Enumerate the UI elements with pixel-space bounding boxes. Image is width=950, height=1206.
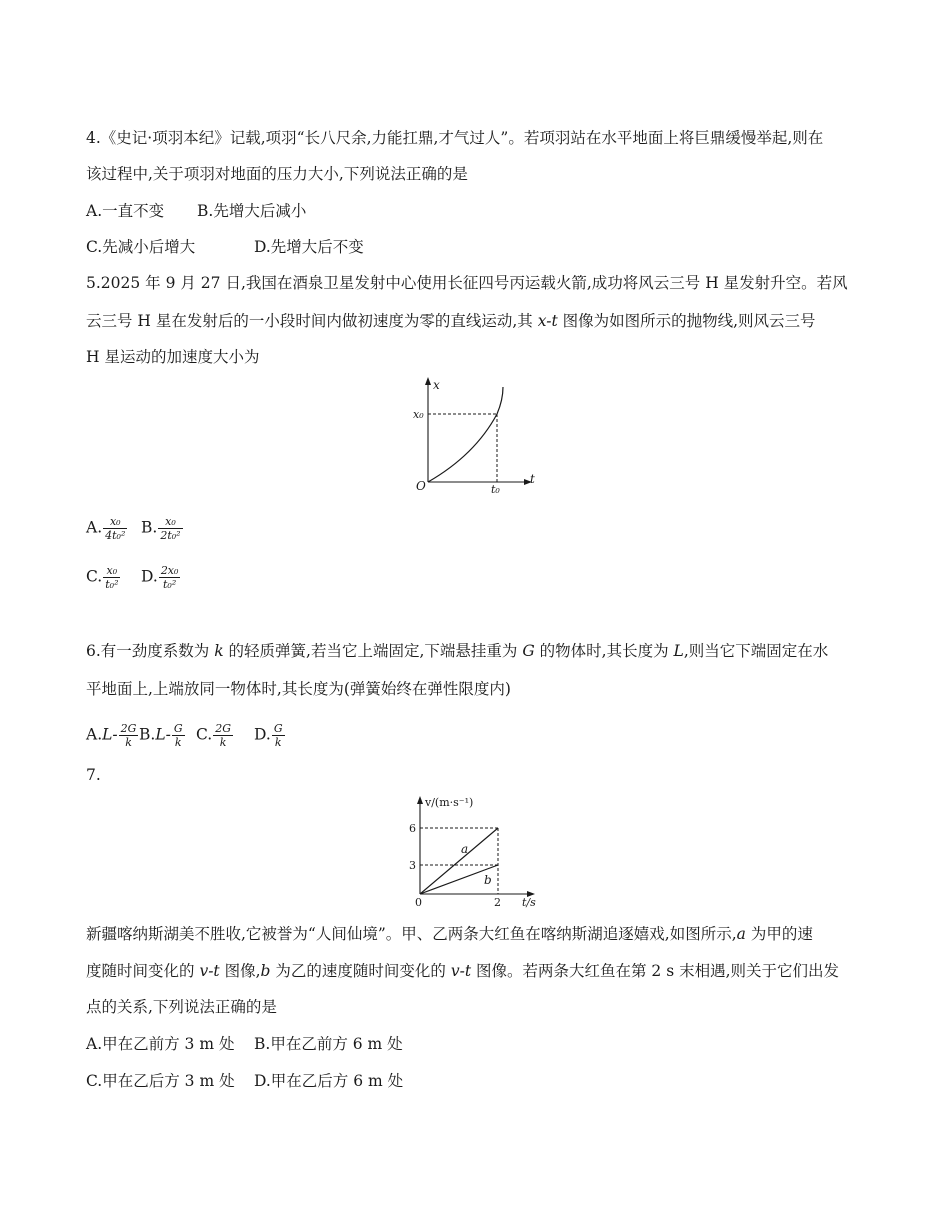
q7-option-a: A.甲在乙前方 3 m 处 <box>86 1035 235 1053</box>
q7-label-a: a <box>461 842 469 856</box>
q7-stem-line1: 新疆喀纳斯湖美不胜收,它被誉为“人间仙境”。甲、乙两条大红鱼在喀纳斯湖追逐嬉戏,如图所示,a 为甲的速 <box>86 925 813 943</box>
q7-label-b: b <box>484 873 492 887</box>
q7-option-c: C.甲在乙后方 3 m 处 <box>86 1072 235 1090</box>
q4-stem-line2: 该过程中,关于项羽对地面的压力大小,下列说法正确的是 <box>86 165 468 183</box>
q5-y-axis-label: x <box>433 378 440 392</box>
q4-option-b: B.先增大后减小 <box>197 202 307 220</box>
q7-stem-line2: 度随时间变化的 v-t 图像,b 为乙的速度随时间变化的 v-t 图像。若两条大红鱼在第 2 s 末相遇,则关于它们出发 <box>86 962 840 980</box>
q7-stem-line3: 点的关系,下列说法正确的是 <box>86 998 277 1016</box>
q7-y-tick-6: 6 <box>409 822 416 835</box>
q5-stem-line2: 云三号 H 星在发射后的一小段时间内做初速度为零的直线运动,其 x-t 图像为如图所示的抛物线,则风云三号 <box>86 312 816 330</box>
q6-option-d: D. $\frac{G}{k}$ <box>254 722 283 749</box>
q4-option-d: D.先增大后不变 <box>254 238 364 256</box>
q4-stem-line1: 4.《史记·项羽本纪》记载,项羽“长八尺余,力能扛鼎,才气过人”。若项羽站在水平地面上将巨鼎缓慢举起,则在 <box>86 129 824 147</box>
q6-stem-line2: 平地面上,上端放同一物体时,其长度为(弹簧始终在弹性限度内) <box>86 680 511 698</box>
q5-stem-line1: 5.2025 年 9 月 27 日,我国在酒泉卫星发射中心使用长征四号丙运载火箭,成功将风云三号 H 星发射升空。若风 <box>86 274 848 292</box>
q5-stem-line3: H 星运动的加速度大小为 <box>86 348 260 366</box>
q6-option-a: A.L- $\frac{2G}{k}$ <box>86 722 137 749</box>
q7-y-tick-3: 3 <box>409 859 416 872</box>
q7-vt-graph <box>398 792 548 910</box>
q5-x-mark: t₀ <box>491 483 500 496</box>
q7-option-b: B.甲在乙前方 6 m 处 <box>254 1035 403 1053</box>
q5-option-b: B. $\frac{\text{x₀}}{\text{2t₀²}}$ <box>141 515 181 542</box>
q7-x-tick-2: 2 <box>494 896 501 909</box>
q7-number: 7. <box>86 766 101 784</box>
q4-option-c: C.先减小后增大 <box>86 238 196 256</box>
q7-y-axis-label: v/(m·s⁻¹) <box>425 796 474 809</box>
q5-option-a: A. $\frac{\text{x₀}}{\text{4t₀²}}$ <box>86 515 126 542</box>
q6-stem-line1: 6.有一劲度系数为 k 的轻质弹簧,若当它上端固定,下端悬挂重为 G 的物体时,其长度为 L,则当它下端固定在水 <box>86 642 829 660</box>
q6-option-c: C. $\frac{2G}{k}$ <box>196 722 232 749</box>
q4-option-a: A.一直不变 <box>86 202 165 220</box>
q5-option-d: D. $\frac{\text{2x₀}}{\text{t₀²}}$ <box>141 564 179 591</box>
q7-option-d: D.甲在乙后方 6 m 处 <box>254 1072 404 1090</box>
q5-origin: O <box>416 479 426 493</box>
q5-xt-graph <box>405 375 545 497</box>
q7-origin-tick: 0 <box>415 896 422 909</box>
q5-y-mark: x₀ <box>413 408 424 421</box>
q7-x-axis-label: t/s <box>522 896 536 909</box>
q6-option-b: B.L- $\frac{G}{k}$ <box>139 722 183 749</box>
q5-option-c: C. $\frac{\text{x₀}}{\text{t₀²}}$ <box>86 564 119 591</box>
q5-x-axis-label: t <box>530 472 535 486</box>
